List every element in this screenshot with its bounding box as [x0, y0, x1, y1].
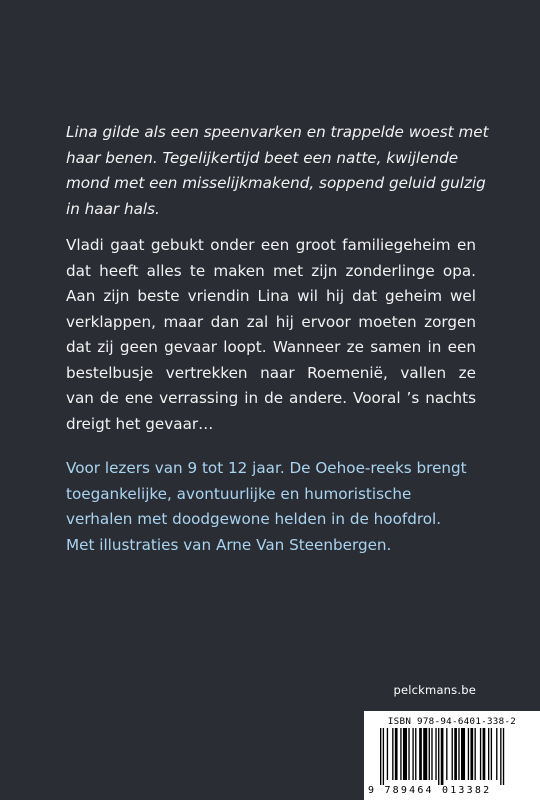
barcode-bar [435, 728, 436, 780]
series-info [66, 456, 476, 558]
synopsis-line: dat heeft alles te maken met zijn zonderlinge opa. [66, 261, 476, 280]
quote-line: Lina gilde als een speenvarken en trappelde woest met [66, 123, 489, 141]
barcode-bar [380, 728, 381, 785]
barcode-bar [483, 728, 486, 780]
barcode-bar [503, 728, 504, 785]
barcode-bar [429, 728, 430, 780]
barcode-bar [408, 728, 409, 780]
barcode-bar [496, 728, 497, 780]
barcode-bar [491, 728, 492, 780]
barcode-bar [500, 728, 501, 785]
synopsis-line: Aan zijn beste vriendin Lina wil hij dat geheim wel [66, 287, 476, 305]
barcode-bars [378, 728, 528, 785]
series-info-line: toegankelijke, avontuurlijke en humoristische [66, 484, 412, 503]
isbn-barcode [364, 711, 540, 800]
barcode-bar [480, 728, 481, 780]
barcode-bar [392, 728, 393, 780]
barcode-bar [419, 728, 422, 780]
synopsis-line: van de ene verrassing in de andere. Vooral ’s nachts [66, 389, 476, 407]
barcode-bar [415, 728, 416, 780]
barcode-bar [438, 728, 439, 785]
barcode-bar [403, 728, 407, 780]
series-info-line: verhalen met doodgewone helden in de hoofdrol. [66, 510, 442, 528]
barcode-bar [458, 728, 459, 780]
publisher-website: pelckmans.be [393, 683, 476, 697]
barcode-bar [387, 728, 388, 780]
excerpt-quote [66, 120, 489, 222]
synopsis [66, 233, 476, 437]
synopsis-line: bestelbusje vertrekken naar Roemenië, vallen ze [66, 363, 476, 382]
barcode-bar [446, 728, 447, 780]
barcode-bar [475, 728, 476, 780]
barcode-bar [452, 728, 453, 780]
synopsis-line: Vladi gaat gebukt onder een groot familiegeheim en [66, 236, 476, 254]
barcode-bar [400, 728, 401, 780]
quote-line: in haar hals. [66, 199, 160, 218]
synopsis-line: verklappen, maar dan zal hij ervoor moeten zorgen [66, 312, 476, 331]
barcode-bar [461, 728, 465, 780]
barcode-bar [468, 728, 469, 780]
series-info-line: Met illustraties van Arne Van Steenbergen. [66, 535, 392, 554]
barcode-bar [412, 728, 413, 780]
barcode-bar [441, 728, 444, 785]
barcode-bar [470, 728, 473, 780]
barcode-bar [395, 728, 398, 780]
barcode-bar [383, 728, 384, 785]
isbn-label: ISBN 978-94-6401-338-2 [387, 716, 517, 727]
barcode-bar [423, 728, 427, 780]
barcode-bar [454, 728, 457, 780]
quote-line: haar benen. Tegelijkertijd beet een natte, kwijlende [66, 148, 459, 167]
synopsis-line: dat zij geen gevaar loopt. Wanneer ze samen in een [66, 338, 476, 356]
quote-line: mond met een misselijkmakend, soppend geluid gulzig [66, 174, 486, 192]
barcode-digits: 9 789464 013382 [368, 785, 492, 796]
synopsis-line: dreigt het gevaar… [66, 414, 214, 433]
series-info-line: Voor lezers van 9 tot 12 jaar. De Oehoe-reeks brengt [66, 459, 467, 477]
barcode-bar [431, 728, 432, 780]
barcode-bar [488, 728, 489, 780]
